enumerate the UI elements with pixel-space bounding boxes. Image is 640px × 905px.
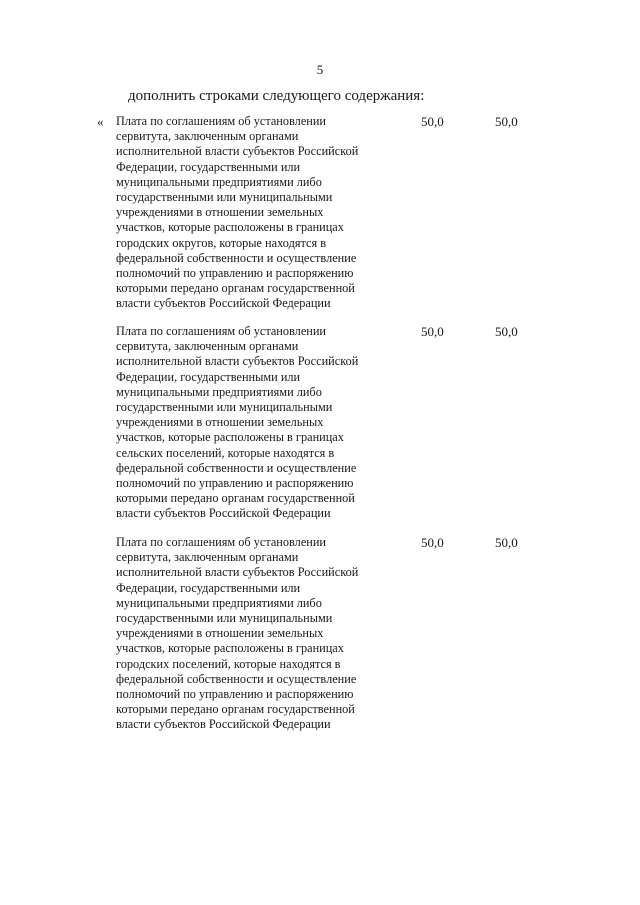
row-value-2: 50,0 — [495, 535, 518, 550]
row-description: Плата по соглашениям об установлении сервитута, заключенным органами исполнительной власти субъектов Российской Федерации, государственными или муниципальными предприятиями либо государственными или муниципальными учреждениями в отношении земельных участков, которые расположены в границах городских округов, которые находятся в федеральной собственности и осуществление полномочий по управлению и распоряжению которыми передано органам государственной власти субъектов Российской Федерации — [116, 114, 359, 311]
row-description: Плата по соглашениям об установлении сервитута, заключенным органами исполнительной власти субъектов Российской Федерации, государственными или муниципальными предприятиями либо государственными или муниципальными учреждениями в отношении земельных участков, которые расположены в границах сельских поселений, которые находятся в федеральной собственности и осуществление полномочий по управлению и распоряжению которыми передано органам государственной власти субъектов Российской Федерации — [116, 324, 359, 521]
row-value-1: 50,0 — [421, 535, 444, 550]
table-row — [116, 535, 556, 733]
row-value-2: 50,0 — [495, 324, 518, 339]
intro-text: дополнить строками следующего содержания: — [128, 88, 425, 104]
row-value-1: 50,0 — [421, 324, 444, 339]
row-value-1: 50,0 — [421, 114, 444, 129]
opening-quote: « — [97, 114, 104, 129]
row-description: Плата по соглашениям об установлении сервитута, заключенным органами исполнительной власти субъектов Российской Федерации, государственными или муниципальными предприятиями либо государственными или муниципальными учреждениями в отношении земельных участков, которые расположены в границах городских поселений, которые находятся в федеральной собственности и осуществление полномочий по управлению и распоряжению которыми передано органам государственной власти субъектов Российской Федерации — [116, 535, 359, 732]
table-row — [116, 114, 556, 312]
table-row — [116, 324, 556, 522]
row-value-2: 50,0 — [495, 114, 518, 129]
page-number: 5 — [316, 62, 324, 77]
